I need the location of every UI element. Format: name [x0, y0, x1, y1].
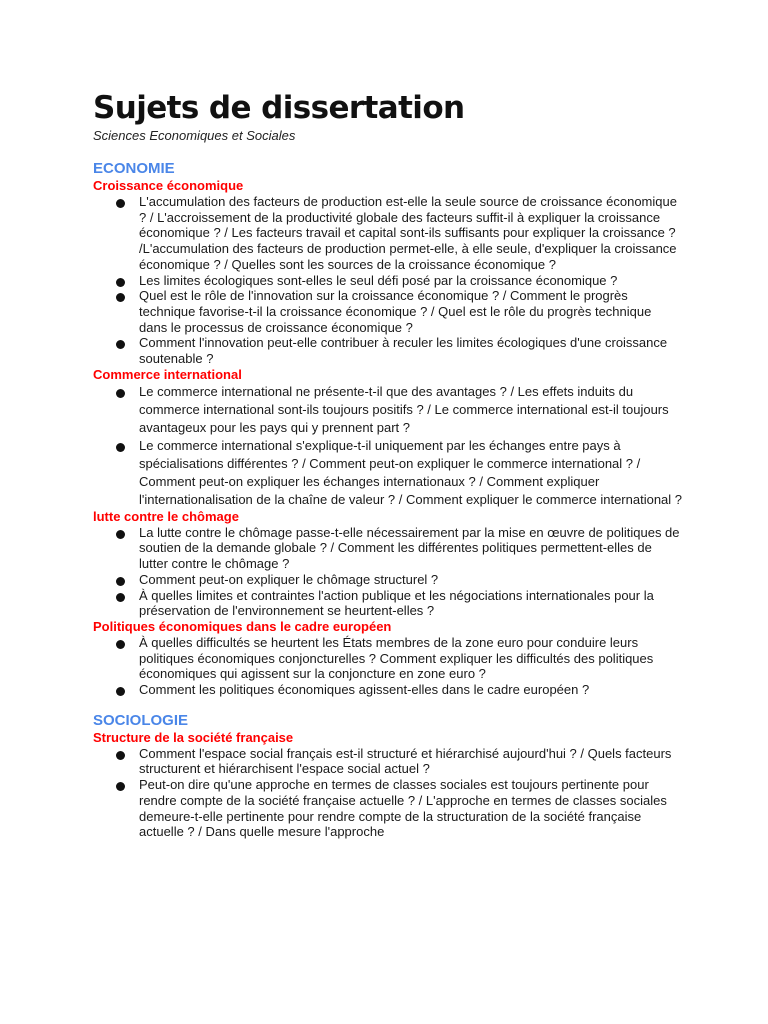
- list-item-text: Comment les politiques économiques agissent-elles dans le cadre européen ?: [139, 682, 590, 698]
- document-page: [93, 88, 683, 840]
- list-item-text: Quel est le rôle de l'innovation sur la croissance économique ? / Comment le progrès technique favorise-t-il la croissance économique ? / Quel est le rôle du progrès technique dans le processus de croissance économique ?: [139, 288, 652, 335]
- topic-heading: Politiques économiques dans le cadre européen: [93, 618, 392, 634]
- document-content: [93, 160, 683, 840]
- list-item: [139, 777, 683, 840]
- list-item-text: Comment l'innovation peut-elle contribuer à reculer les limites écologiques d'une croissance soutenable ?: [139, 335, 668, 367]
- topic-item-list: [93, 746, 683, 840]
- bullet-icon: [116, 640, 125, 649]
- list-item: [139, 194, 683, 273]
- bullet-icon: [116, 199, 125, 208]
- list-item: [139, 588, 683, 619]
- list-item-text: La lutte contre le chômage passe-t-elle nécessairement par la mise en œuvre de politiques de soutien de la demande globale ? / Comment les différentes politiques permettent-elles de lutter contre le chômage ?: [139, 524, 680, 572]
- list-item: [139, 635, 683, 682]
- list-item-text: L'accumulation des facteurs de production est-elle la seule source de croissance économique ? / L'accroissement de la productivité globale des facteurs suffit-il à expliquer la croissance économique ? / Les facteurs travail et capital sont-ils suffisants pour expliquer la croissance ? /L'accumulation des facteurs de production permet-elle, à elle seule, d'expliquer la croissance économique ? / Quelles sont les sources de la croissance économique ?: [139, 194, 677, 272]
- bullet-icon: [116, 687, 125, 696]
- topic-heading: Croissance économique: [93, 178, 244, 193]
- list-item-text: Le commerce international s'explique-t-il uniquement par les échanges entre pays à spécialisations différentes ? / Comment peut-on expliquer le commerce international ? / Comment peut-on expliquer les échanges internationaux ? / Comment expliquer l'internationalisation de la chaîne de valeur ? / Comment expliquer le commerce international ?: [139, 437, 683, 507]
- list-item: [139, 572, 683, 588]
- list-item-text: À quelles difficultés se heurtent les États membres de la zone euro pour conduire leurs politiques économiques conjoncturelles ? Comment expliquer les difficultés des politiques économiques qui agissent sur la conjoncture en zone euro ?: [139, 634, 654, 682]
- section: [93, 160, 683, 698]
- list-item: [139, 746, 683, 777]
- document-title: Sujets de dissertation: [93, 90, 465, 126]
- list-item-text: Peut-on dire qu'une approche en termes de classes sociales est toujours pertinente pour rendre compte de la société française actuelle ? / L'approche en termes de classes sociales demeure-t-elle pertinente pour rendre compte de la structuration de la société française actuelle ? / Dans quelle mesure l'approche: [139, 777, 667, 840]
- topic-heading: Structure de la société française: [93, 729, 294, 745]
- list-item: [139, 682, 683, 698]
- bullet-icon: [116, 577, 125, 586]
- bullet-icon: [116, 593, 125, 602]
- bullet-icon: [116, 443, 125, 452]
- list-item: [139, 335, 683, 366]
- bullet-icon: [116, 751, 125, 760]
- section-heading: ECONOMIE: [93, 160, 175, 177]
- bullet-icon: [116, 389, 125, 398]
- list-item-text: Comment peut-on expliquer le chômage structurel ?: [139, 571, 439, 587]
- document-subtitle: Sciences Economiques et Sociales: [93, 128, 296, 143]
- section-heading: SOCIOLOGIE: [93, 711, 189, 729]
- bullet-icon: [116, 293, 125, 302]
- list-item: [139, 288, 683, 335]
- topic-heading: Commerce international: [93, 366, 242, 382]
- bullet-icon: [116, 530, 125, 539]
- list-item: [139, 437, 683, 509]
- topic-item-list: [93, 635, 683, 698]
- bullet-icon: [116, 278, 125, 287]
- section: [93, 712, 683, 840]
- list-item-text: Le commerce international ne présente-t-il que des avantages ? / Les effets induits du commerce international sont-ils toujours positifs ? / Le commerce international est-il toujours avantageux pour les pays qui y prennent part ?: [139, 383, 669, 435]
- list-item: [139, 383, 683, 437]
- topic-item-list: [93, 383, 683, 509]
- bullet-icon: [116, 782, 125, 791]
- topic-item-list: [93, 525, 683, 619]
- list-item-text: Comment l'espace social français est-il structuré et hiérarchisé aujourd'hui ? / Quels facteurs structurent et hiérarchisent l'espace social actuel ?: [139, 745, 672, 777]
- topic-heading: lutte contre le chômage: [93, 508, 239, 524]
- list-item-text: À quelles limites et contraintes l'action publique et les négociations internationales pour la préservation de l'environnement se heurtent-elles ?: [139, 587, 654, 619]
- list-item-text: Les limites écologiques sont-elles le seul défi posé par la croissance économique ?: [139, 272, 618, 288]
- bullet-icon: [116, 340, 125, 349]
- list-item: [139, 273, 683, 289]
- topic-item-list: [93, 194, 683, 367]
- list-item: [139, 525, 683, 572]
